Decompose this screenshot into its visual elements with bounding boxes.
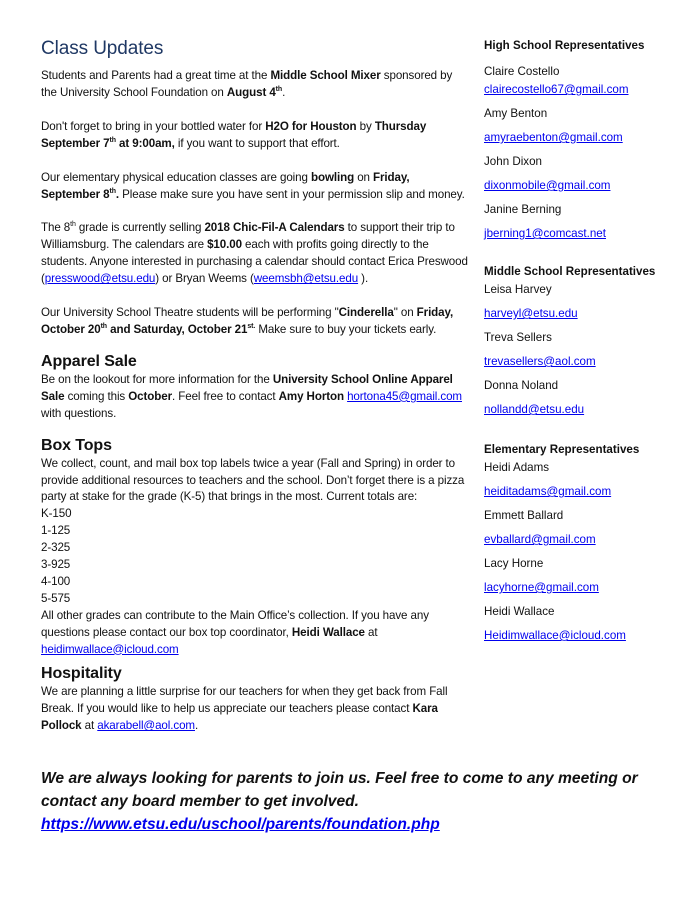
high-school-heading: High School Representatives — [484, 39, 645, 52]
text: on — [354, 170, 374, 184]
text: sponsored by the University School Foundation on — [41, 69, 453, 99]
text: We are planning a little surprise for our teachers for when they get back from Fall Break. If you would like to help us appreciate our teachers please contact — [41, 685, 448, 716]
bold-text: October — [128, 389, 172, 403]
theatre-paragraph — [41, 305, 471, 339]
text: to support their trip to Williamsburg. The calendars are — [41, 221, 455, 252]
mixer-paragraph — [41, 68, 471, 102]
text: at — [81, 719, 98, 733]
text: Please make sure you have sent in your permission slip and money. — [119, 187, 465, 201]
closing-callout — [41, 767, 691, 836]
superscript: th — [109, 187, 116, 195]
rep-email-link[interactable]: jberning1@comcast.net — [484, 227, 606, 240]
page-title: Class Updates — [41, 38, 164, 59]
elementary-heading: Elementary Representatives — [484, 443, 640, 456]
rep-email-link[interactable]: lacyhorne@gmail.com — [484, 581, 599, 594]
bowling-paragraph — [41, 170, 471, 204]
hospitality-paragraph — [41, 684, 471, 735]
boxtops-intro: We collect, count, and mail box top labels twice a year (Fall and Spring) in order to provide additional resources to teachers and the school. Don’t forget there is a pizza party at stake for the grade (K-5) that brings in the most. Current totals are: — [41, 456, 465, 504]
rep-email-link[interactable]: evballard@gmail.com — [484, 533, 596, 546]
rep-name: Heidi Adams — [484, 461, 550, 474]
text: if you want to support that effort. — [174, 136, 340, 150]
bold-text: $10.00 — [207, 238, 242, 252]
text: . — [282, 85, 286, 99]
rep-name: Amy Benton — [484, 107, 548, 120]
text: " on — [393, 306, 417, 320]
text: Make sure to buy your tickets early. — [255, 322, 437, 336]
text: by — [356, 119, 375, 133]
apparel-paragraph — [41, 372, 471, 423]
boxtops-outro — [41, 608, 471, 659]
bold-text: Amy Horton — [278, 389, 344, 403]
text: coming this — [64, 389, 129, 403]
text: . — [194, 719, 199, 733]
bold-text: Cinderella — [338, 306, 394, 320]
total-item: 5-575 — [41, 591, 71, 605]
bold-text: bowling — [310, 170, 355, 184]
rep-email-link[interactable]: harveyl@etsu.edu — [484, 307, 578, 320]
text: Friday, October 20 — [41, 306, 454, 336]
rep-email-link[interactable]: Heidimwallace@icloud.com — [484, 629, 626, 642]
text: Friday, September 8 — [41, 170, 410, 201]
rep-name: Janine Berning — [484, 203, 562, 216]
calendar-paragraph — [41, 220, 471, 288]
total-item: 2-325 — [41, 541, 71, 555]
text: each with profits going directly to the students. Anyone interested in purchasing a calendar should contact Erica Preswood ( — [41, 238, 468, 286]
rep-email-link[interactable]: trevasellers@aol.com — [484, 355, 596, 368]
superscript: th — [70, 221, 76, 229]
superscript: st. — [247, 323, 256, 331]
text: Don't forget to bring in your bottled water for — [41, 119, 266, 133]
bold-text: Heidi Wallace — [291, 625, 365, 639]
superscript: th — [109, 136, 116, 144]
total-item: 3-925 — [41, 558, 71, 572]
text: with questions. — [41, 406, 117, 420]
text: The 8 — [41, 221, 71, 235]
total-item: 1-125 — [41, 524, 71, 538]
bold-text: Middle School Mixer — [270, 69, 381, 82]
apparel-heading: Apparel Sale — [41, 352, 137, 370]
rep-name: John Dixon — [484, 155, 543, 168]
representatives-sidebar — [484, 38, 694, 644]
rep-email-link[interactable]: amyraebenton@gmail.com — [484, 131, 623, 144]
rep-name: Claire Costello — [484, 65, 560, 78]
bold-text: University School Online Apparel Sale — [41, 372, 453, 403]
pollock-email-link[interactable]: akarabell@aol.com — [97, 719, 195, 733]
text: Thursday September 7 — [41, 119, 427, 150]
bold-text: H2O for Houston — [265, 119, 357, 133]
rep-email-link[interactable]: clairecostello67@gmail.com — [484, 83, 629, 96]
horton-email-link[interactable]: hortona45@gmail.com — [347, 389, 462, 403]
text: Our elementary physical education classes are going — [41, 170, 311, 184]
text: ) or Bryan Weems ( — [155, 272, 254, 286]
text: . Feel free to contact — [172, 389, 279, 403]
text: at — [364, 625, 378, 639]
text: . — [115, 187, 120, 201]
rep-email-link[interactable]: dixonmobile@gmail.com — [484, 179, 611, 192]
text: August 4 — [226, 85, 276, 99]
rep-name: Donna Noland — [484, 379, 559, 392]
middle-school-heading: Middle School Representatives — [484, 265, 656, 278]
rep-name: Treva Sellers — [484, 331, 552, 344]
presswood-email-link[interactable]: presswood@etsu.edu — [44, 272, 156, 286]
text: grade is currently selling — [75, 221, 205, 235]
rep-name: Leisa Harvey — [484, 283, 552, 296]
superscript: th — [100, 323, 107, 331]
text: Be on the lookout for more information for the — [41, 372, 273, 386]
bold-text — [227, 86, 282, 99]
water-paragraph — [41, 119, 471, 153]
bold-text: Kara Pollock — [41, 702, 438, 733]
superscript: th — [275, 86, 283, 94]
rep-email-link[interactable]: nollandd@etsu.edu — [484, 403, 585, 416]
main-column — [41, 36, 471, 735]
text: All other grades can contribute to the Main Office’s collection. If you have any questions please contact our box top coordinator, — [41, 608, 429, 639]
rep-name: Heidi Wallace — [484, 605, 555, 618]
bold-text: 2018 Chic-Fil-A Calendars — [204, 221, 345, 235]
wallace-email-link[interactable]: heidimwallace@icloud.com — [41, 642, 179, 656]
total-item: K-150 — [41, 507, 72, 521]
rep-name: Emmett Ballard — [484, 509, 564, 522]
weems-email-link[interactable]: weemsbh@etsu.edu — [253, 272, 359, 286]
rep-name: Lacy Horne — [484, 557, 544, 570]
text: and Saturday, October 21 — [107, 322, 248, 336]
text: Students and Parents had a great time at the — [41, 69, 271, 82]
text: at 9:00am, — [115, 136, 175, 150]
rep-email-link[interactable]: heiditadams@gmail.com — [484, 485, 612, 498]
total-item: 4-100 — [41, 574, 71, 588]
hospitality-heading: Hospitality — [41, 665, 122, 683]
text: ). — [358, 272, 369, 286]
boxtops-heading: Box Tops — [41, 436, 112, 454]
text: Our University School Theatre students will be performing " — [41, 306, 339, 320]
closing-text: We are always looking for parents to join us. Feel free to come to any meeting or contact any board member to get involved. — [41, 770, 638, 810]
foundation-link[interactable]: https://www.etsu.edu/uschool/parents/foundation.php — [41, 816, 440, 833]
boxtops-totals — [41, 506, 471, 607]
